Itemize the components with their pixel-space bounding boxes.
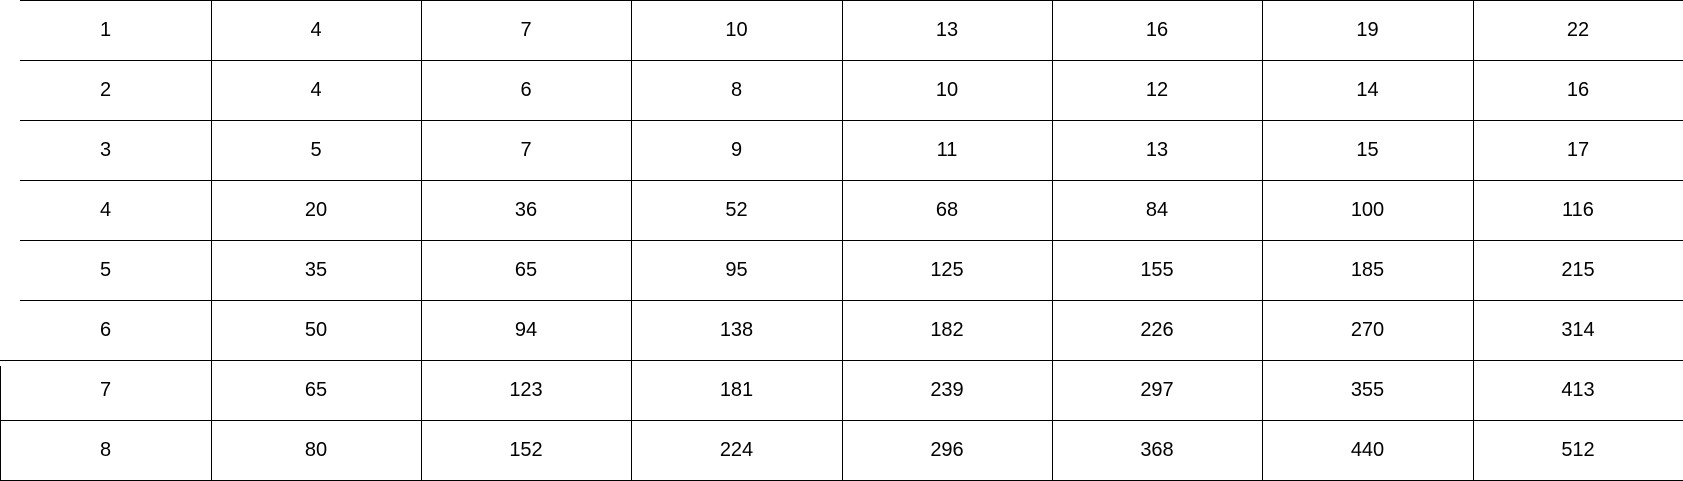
- table-cell: 65: [304, 379, 328, 401]
- table-cell: 20: [304, 199, 328, 221]
- table-cell: 152: [509, 439, 543, 461]
- table-cell: 10: [935, 79, 959, 101]
- table-cell: 84: [1145, 199, 1169, 221]
- table-cell: 22: [1566, 19, 1590, 41]
- table-cell: 7: [520, 139, 532, 161]
- table-cell: 181: [719, 379, 754, 401]
- table-cell: 10: [725, 19, 748, 41]
- table-cell: 116: [1562, 199, 1594, 221]
- table-cell: 297: [1140, 379, 1174, 401]
- table-cell: 16: [1566, 79, 1590, 101]
- table-cell: 100: [1350, 199, 1385, 221]
- table-cell: 5: [99, 259, 112, 281]
- table-cell: 7: [520, 19, 532, 41]
- table-cell: 4: [310, 19, 322, 41]
- table-cell: 314: [1561, 319, 1595, 341]
- table-cell: 1: [99, 19, 112, 41]
- table-cell: 35: [304, 259, 328, 281]
- table-cell: 413: [1561, 379, 1595, 401]
- table-cell: 5: [310, 139, 322, 161]
- table-cell: 296: [930, 439, 964, 461]
- table-cell: 368: [1140, 439, 1174, 461]
- table-cell: 440: [1350, 439, 1385, 461]
- table-cell: 15: [1356, 139, 1379, 161]
- table-cell: 11: [936, 139, 958, 161]
- table-cell: 2: [99, 79, 112, 101]
- table-cell: 14: [1356, 79, 1379, 101]
- table-cell: 17: [1566, 139, 1590, 161]
- table-cell: 215: [1561, 259, 1595, 281]
- table-cell: 13: [1145, 139, 1169, 161]
- table-cell: 155: [1140, 259, 1174, 281]
- table-cell: 4: [310, 79, 322, 101]
- table-cell: 12: [1145, 79, 1169, 101]
- table-cell: 68: [935, 199, 959, 221]
- table-cell: 355: [1350, 379, 1385, 401]
- table-cell: 6: [520, 79, 532, 101]
- table-cell: 224: [719, 439, 754, 461]
- table-cell: 94: [514, 319, 538, 341]
- table-cell: 65: [514, 259, 538, 281]
- table-cell: 13: [935, 19, 959, 41]
- table-cell: 138: [719, 319, 754, 341]
- table-cell: 50: [304, 319, 328, 341]
- table-cell: 4: [99, 199, 112, 221]
- table-cell: 80: [304, 439, 328, 461]
- table-cell: 95: [725, 259, 748, 281]
- table-cell: 8: [99, 439, 112, 461]
- table-cell: 8: [730, 79, 743, 101]
- table-cell: 270: [1350, 319, 1385, 341]
- table-cell: 3: [99, 139, 112, 161]
- table-cell: 123: [509, 379, 543, 401]
- table-cell: 16: [1145, 19, 1169, 41]
- table-cell: 182: [930, 319, 964, 341]
- table-cell: 9: [730, 139, 743, 161]
- table-cell: 512: [1561, 439, 1595, 461]
- table-cell: 6: [99, 319, 112, 341]
- table-cell: 239: [930, 379, 964, 401]
- table-cell: 125: [930, 259, 964, 281]
- table-cell: 19: [1356, 19, 1379, 41]
- table-cell: 185: [1350, 259, 1385, 281]
- table-cell: 7: [99, 379, 112, 401]
- table-cell: 52: [725, 199, 748, 221]
- table-cell: 226: [1140, 319, 1174, 341]
- table-cell: 36: [514, 199, 538, 221]
